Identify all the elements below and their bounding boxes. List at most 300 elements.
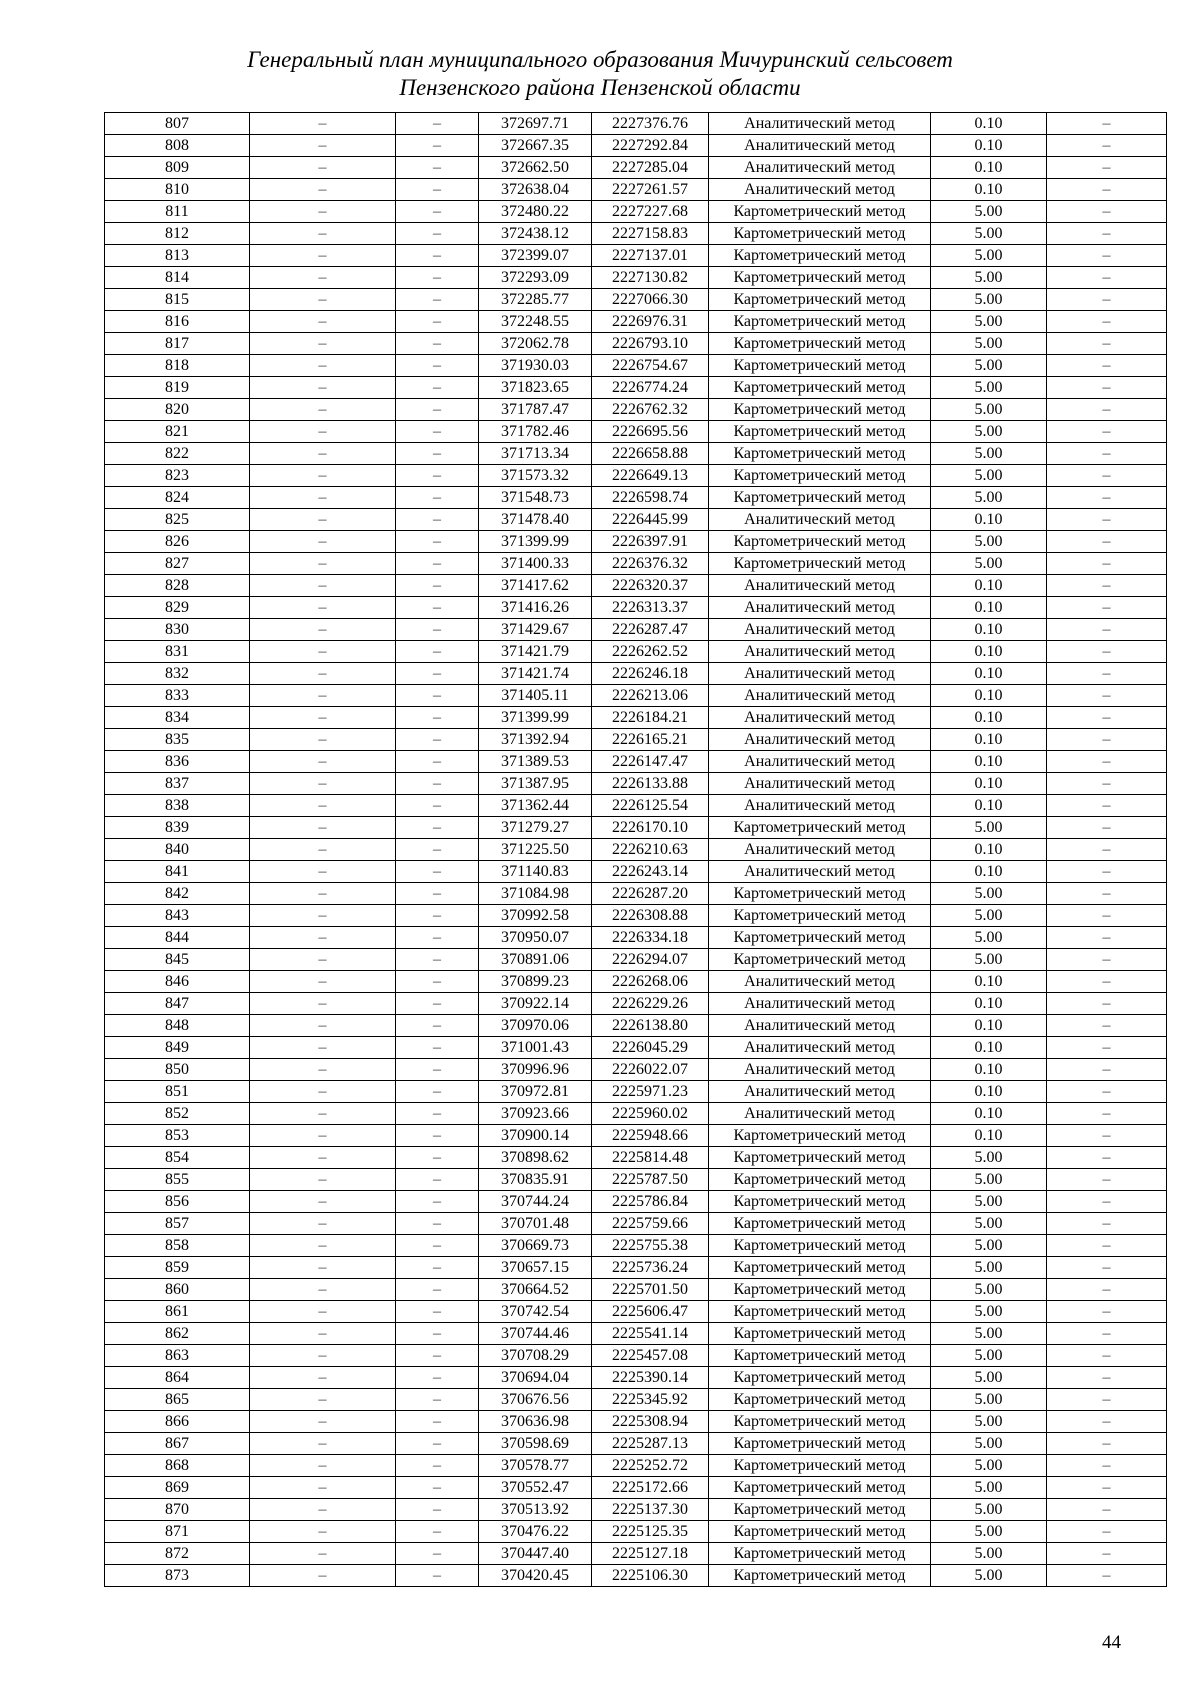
y-coordinate-cell: 2225971.23 [592, 1081, 709, 1103]
old-x-cell: – [250, 1015, 396, 1037]
old-y-cell: – [396, 1235, 479, 1257]
accuracy-cell: 5.00 [931, 399, 1047, 421]
accuracy-cell: 0.10 [931, 861, 1047, 883]
accuracy-cell: 5.00 [931, 1191, 1047, 1213]
description-cell: – [1047, 333, 1167, 355]
y-coordinate-cell: 2225701.50 [592, 1279, 709, 1301]
old-y-cell: – [396, 1477, 479, 1499]
description-cell: – [1047, 201, 1167, 223]
table-row [105, 1235, 1167, 1257]
accuracy-cell: 5.00 [931, 1521, 1047, 1543]
old-x-cell: – [250, 377, 396, 399]
old-x-cell: – [250, 179, 396, 201]
method-cell: Аналитический метод [709, 1059, 931, 1081]
x-coordinate-cell: 370708.29 [479, 1345, 592, 1367]
method-cell: Картометрический метод [709, 201, 931, 223]
old-y-cell: – [396, 1081, 479, 1103]
old-y-cell: – [396, 905, 479, 927]
x-coordinate-cell: 370922.14 [479, 993, 592, 1015]
x-coordinate-cell: 370676.56 [479, 1389, 592, 1411]
old-y-cell: – [396, 421, 479, 443]
x-coordinate-cell: 372248.55 [479, 311, 592, 333]
old-x-cell: – [250, 817, 396, 839]
y-coordinate-cell: 2225814.48 [592, 1147, 709, 1169]
method-cell: Аналитический метод [709, 1015, 931, 1037]
method-cell: Аналитический метод [709, 575, 931, 597]
old-x-cell: – [250, 1059, 396, 1081]
table-row [105, 1543, 1167, 1565]
accuracy-cell: 5.00 [931, 1169, 1047, 1191]
y-coordinate-cell: 2226774.24 [592, 377, 709, 399]
description-cell: – [1047, 597, 1167, 619]
x-coordinate-cell: 371405.11 [479, 685, 592, 707]
old-x-cell: – [250, 1433, 396, 1455]
y-coordinate-cell: 2227285.04 [592, 157, 709, 179]
description-cell: – [1047, 1037, 1167, 1059]
point-number-cell: 852 [105, 1103, 250, 1125]
old-y-cell: – [396, 311, 479, 333]
old-y-cell: – [396, 1389, 479, 1411]
point-number-cell: 867 [105, 1433, 250, 1455]
method-cell: Картометрический метод [709, 531, 931, 553]
old-x-cell: – [250, 289, 396, 311]
old-x-cell: – [250, 773, 396, 795]
accuracy-cell: 5.00 [931, 1565, 1047, 1587]
old-x-cell: – [250, 1565, 396, 1587]
description-cell: – [1047, 1367, 1167, 1389]
accuracy-cell: 5.00 [931, 1345, 1047, 1367]
description-cell: – [1047, 1213, 1167, 1235]
y-coordinate-cell: 2225172.66 [592, 1477, 709, 1499]
point-number-cell: 807 [105, 113, 250, 135]
old-x-cell: – [250, 1301, 396, 1323]
table-row [105, 707, 1167, 729]
description-cell: – [1047, 619, 1167, 641]
table-row [105, 773, 1167, 795]
old-y-cell: – [396, 1147, 479, 1169]
table-row [105, 1521, 1167, 1543]
method-cell: Картометрический метод [709, 289, 931, 311]
old-x-cell: – [250, 1477, 396, 1499]
accuracy-cell: 5.00 [931, 1323, 1047, 1345]
y-coordinate-cell: 2227137.01 [592, 245, 709, 267]
old-x-cell: – [250, 663, 396, 685]
old-x-cell: – [250, 729, 396, 751]
description-cell: – [1047, 861, 1167, 883]
point-number-cell: 858 [105, 1235, 250, 1257]
old-x-cell: – [250, 1147, 396, 1169]
description-cell: – [1047, 773, 1167, 795]
method-cell: Аналитический метод [709, 861, 931, 883]
table-row [105, 355, 1167, 377]
method-cell: Картометрический метод [709, 443, 931, 465]
point-number-cell: 820 [105, 399, 250, 421]
old-x-cell: – [250, 1521, 396, 1543]
point-number-cell: 862 [105, 1323, 250, 1345]
accuracy-cell: 5.00 [931, 223, 1047, 245]
table-row [105, 1455, 1167, 1477]
table-row [105, 223, 1167, 245]
old-y-cell: – [396, 443, 479, 465]
y-coordinate-cell: 2226170.10 [592, 817, 709, 839]
table-row [105, 333, 1167, 355]
old-y-cell: – [396, 487, 479, 509]
description-cell: – [1047, 509, 1167, 531]
description-cell: – [1047, 289, 1167, 311]
method-cell: Картометрический метод [709, 949, 931, 971]
old-x-cell: – [250, 685, 396, 707]
accuracy-cell: 5.00 [931, 1279, 1047, 1301]
table-row [105, 1477, 1167, 1499]
y-coordinate-cell: 2226229.26 [592, 993, 709, 1015]
accuracy-cell: 5.00 [931, 1455, 1047, 1477]
x-coordinate-cell: 372667.35 [479, 135, 592, 157]
description-cell: – [1047, 905, 1167, 927]
table-row [105, 795, 1167, 817]
method-cell: Картометрический метод [709, 1389, 931, 1411]
old-x-cell: – [250, 927, 396, 949]
accuracy-cell: 5.00 [931, 1477, 1047, 1499]
method-cell: Аналитический метод [709, 157, 931, 179]
description-cell: – [1047, 267, 1167, 289]
old-x-cell: – [250, 1191, 396, 1213]
old-x-cell: – [250, 509, 396, 531]
old-y-cell: – [396, 399, 479, 421]
method-cell: Аналитический метод [709, 1037, 931, 1059]
description-cell: – [1047, 795, 1167, 817]
point-number-cell: 872 [105, 1543, 250, 1565]
y-coordinate-cell: 2226294.07 [592, 949, 709, 971]
method-cell: Картометрический метод [709, 1433, 931, 1455]
x-coordinate-cell: 370744.24 [479, 1191, 592, 1213]
table-row [105, 421, 1167, 443]
description-cell: – [1047, 1323, 1167, 1345]
point-number-cell: 817 [105, 333, 250, 355]
table-row [105, 1301, 1167, 1323]
table-row [105, 1389, 1167, 1411]
x-coordinate-cell: 371225.50 [479, 839, 592, 861]
method-cell: Картометрический метод [709, 1565, 931, 1587]
old-y-cell: – [396, 729, 479, 751]
method-cell: Картометрический метод [709, 1477, 931, 1499]
accuracy-cell: 0.10 [931, 707, 1047, 729]
old-x-cell: – [250, 443, 396, 465]
method-cell: Картометрический метод [709, 1499, 931, 1521]
old-x-cell: – [250, 553, 396, 575]
old-x-cell: – [250, 311, 396, 333]
accuracy-cell: 0.10 [931, 619, 1047, 641]
x-coordinate-cell: 371362.44 [479, 795, 592, 817]
point-number-cell: 854 [105, 1147, 250, 1169]
point-number-cell: 846 [105, 971, 250, 993]
old-y-cell: – [396, 883, 479, 905]
y-coordinate-cell: 2226658.88 [592, 443, 709, 465]
table-row [105, 1257, 1167, 1279]
x-coordinate-cell: 370552.47 [479, 1477, 592, 1499]
accuracy-cell: 5.00 [931, 949, 1047, 971]
y-coordinate-cell: 2226598.74 [592, 487, 709, 509]
accuracy-cell: 0.10 [931, 1103, 1047, 1125]
x-coordinate-cell: 370900.14 [479, 1125, 592, 1147]
table-row [105, 1059, 1167, 1081]
table-body [105, 113, 1167, 1587]
old-y-cell: – [396, 839, 479, 861]
point-number-cell: 832 [105, 663, 250, 685]
old-x-cell: – [250, 861, 396, 883]
old-x-cell: – [250, 1257, 396, 1279]
old-y-cell: – [396, 1455, 479, 1477]
old-x-cell: – [250, 1345, 396, 1367]
point-number-cell: 821 [105, 421, 250, 443]
y-coordinate-cell: 2227227.68 [592, 201, 709, 223]
point-number-cell: 871 [105, 1521, 250, 1543]
accuracy-cell: 5.00 [931, 487, 1047, 509]
y-coordinate-cell: 2225308.94 [592, 1411, 709, 1433]
old-y-cell: – [396, 1565, 479, 1587]
method-cell: Аналитический метод [709, 509, 931, 531]
accuracy-cell: 5.00 [931, 443, 1047, 465]
old-y-cell: – [396, 685, 479, 707]
description-cell: – [1047, 1477, 1167, 1499]
y-coordinate-cell: 2227261.57 [592, 179, 709, 201]
point-number-cell: 857 [105, 1213, 250, 1235]
y-coordinate-cell: 2225541.14 [592, 1323, 709, 1345]
method-cell: Картометрический метод [709, 1147, 931, 1169]
y-coordinate-cell: 2226165.21 [592, 729, 709, 751]
table-row [105, 971, 1167, 993]
accuracy-cell: 5.00 [931, 1499, 1047, 1521]
old-y-cell: – [396, 641, 479, 663]
old-y-cell: – [396, 135, 479, 157]
description-cell: – [1047, 531, 1167, 553]
y-coordinate-cell: 2226695.56 [592, 421, 709, 443]
table-row [105, 1323, 1167, 1345]
point-number-cell: 822 [105, 443, 250, 465]
description-cell: – [1047, 157, 1167, 179]
table-row [105, 575, 1167, 597]
old-y-cell: – [396, 795, 479, 817]
x-coordinate-cell: 370835.91 [479, 1169, 592, 1191]
old-y-cell: – [396, 1279, 479, 1301]
method-cell: Картометрический метод [709, 1455, 931, 1477]
accuracy-cell: 0.10 [931, 1059, 1047, 1081]
x-coordinate-cell: 372399.07 [479, 245, 592, 267]
x-coordinate-cell: 371001.43 [479, 1037, 592, 1059]
accuracy-cell: 5.00 [931, 421, 1047, 443]
description-cell: – [1047, 751, 1167, 773]
point-number-cell: 825 [105, 509, 250, 531]
description-cell: – [1047, 575, 1167, 597]
accuracy-cell: 5.00 [931, 355, 1047, 377]
y-coordinate-cell: 2227066.30 [592, 289, 709, 311]
accuracy-cell: 0.10 [931, 685, 1047, 707]
description-cell: – [1047, 399, 1167, 421]
x-coordinate-cell: 370744.46 [479, 1323, 592, 1345]
point-number-cell: 819 [105, 377, 250, 399]
accuracy-cell: 5.00 [931, 905, 1047, 927]
y-coordinate-cell: 2225786.84 [592, 1191, 709, 1213]
old-y-cell: – [396, 465, 479, 487]
point-number-cell: 839 [105, 817, 250, 839]
accuracy-cell: 0.10 [931, 1081, 1047, 1103]
point-number-cell: 864 [105, 1367, 250, 1389]
accuracy-cell: 5.00 [931, 1301, 1047, 1323]
table-row [105, 1147, 1167, 1169]
method-cell: Картометрический метод [709, 1521, 931, 1543]
description-cell: – [1047, 113, 1167, 135]
description-cell: – [1047, 223, 1167, 245]
y-coordinate-cell: 2226262.52 [592, 641, 709, 663]
x-coordinate-cell: 371713.34 [479, 443, 592, 465]
accuracy-cell: 5.00 [931, 1543, 1047, 1565]
old-x-cell: – [250, 641, 396, 663]
x-coordinate-cell: 371084.98 [479, 883, 592, 905]
method-cell: Аналитический метод [709, 751, 931, 773]
accuracy-cell: 0.10 [931, 751, 1047, 773]
accuracy-cell: 5.00 [931, 289, 1047, 311]
old-y-cell: – [396, 1301, 479, 1323]
table-row [105, 1499, 1167, 1521]
point-number-cell: 810 [105, 179, 250, 201]
y-coordinate-cell: 2226976.31 [592, 311, 709, 333]
table-row [105, 201, 1167, 223]
description-cell: – [1047, 465, 1167, 487]
x-coordinate-cell: 371421.79 [479, 641, 592, 663]
old-y-cell: – [396, 355, 479, 377]
y-coordinate-cell: 2225106.30 [592, 1565, 709, 1587]
table-row [105, 377, 1167, 399]
method-cell: Картометрический метод [709, 245, 931, 267]
x-coordinate-cell: 371548.73 [479, 487, 592, 509]
old-y-cell: – [396, 157, 479, 179]
table-row [105, 1125, 1167, 1147]
point-number-cell: 816 [105, 311, 250, 333]
x-coordinate-cell: 370669.73 [479, 1235, 592, 1257]
old-x-cell: – [250, 1367, 396, 1389]
accuracy-cell: 0.10 [931, 135, 1047, 157]
description-cell: – [1047, 707, 1167, 729]
accuracy-cell: 5.00 [931, 1367, 1047, 1389]
accuracy-cell: 0.10 [931, 1015, 1047, 1037]
accuracy-cell: 5.00 [931, 377, 1047, 399]
old-x-cell: – [250, 1455, 396, 1477]
old-x-cell: – [250, 949, 396, 971]
table-row [105, 1367, 1167, 1389]
x-coordinate-cell: 372438.12 [479, 223, 592, 245]
x-coordinate-cell: 371573.32 [479, 465, 592, 487]
description-cell: – [1047, 1301, 1167, 1323]
accuracy-cell: 0.10 [931, 795, 1047, 817]
description-cell: – [1047, 311, 1167, 333]
old-y-cell: – [396, 1059, 479, 1081]
accuracy-cell: 5.00 [931, 201, 1047, 223]
method-cell: Картометрический метод [709, 1345, 931, 1367]
old-y-cell: – [396, 267, 479, 289]
accuracy-cell: 5.00 [931, 927, 1047, 949]
old-x-cell: – [250, 267, 396, 289]
y-coordinate-cell: 2227376.76 [592, 113, 709, 135]
method-cell: Аналитический метод [709, 1081, 931, 1103]
x-coordinate-cell: 371416.26 [479, 597, 592, 619]
y-coordinate-cell: 2226243.14 [592, 861, 709, 883]
table-row [105, 993, 1167, 1015]
y-coordinate-cell: 2226445.99 [592, 509, 709, 531]
point-number-cell: 835 [105, 729, 250, 751]
method-cell: Картометрический метод [709, 223, 931, 245]
description-cell: – [1047, 1169, 1167, 1191]
method-cell: Картометрический метод [709, 1235, 931, 1257]
point-number-cell: 815 [105, 289, 250, 311]
y-coordinate-cell: 2226138.80 [592, 1015, 709, 1037]
point-number-cell: 842 [105, 883, 250, 905]
point-number-cell: 811 [105, 201, 250, 223]
table-row [105, 157, 1167, 179]
table-row [105, 1103, 1167, 1125]
table-row [105, 1169, 1167, 1191]
old-y-cell: – [396, 597, 479, 619]
method-cell: Аналитический метод [709, 135, 931, 157]
point-number-cell: 866 [105, 1411, 250, 1433]
accuracy-cell: 5.00 [931, 1257, 1047, 1279]
x-coordinate-cell: 370694.04 [479, 1367, 592, 1389]
y-coordinate-cell: 2225960.02 [592, 1103, 709, 1125]
table-row [105, 465, 1167, 487]
old-y-cell: – [396, 223, 479, 245]
point-number-cell: 829 [105, 597, 250, 619]
table-row [105, 113, 1167, 135]
y-coordinate-cell: 2226762.32 [592, 399, 709, 421]
old-y-cell: – [396, 1367, 479, 1389]
description-cell: – [1047, 729, 1167, 751]
point-number-cell: 868 [105, 1455, 250, 1477]
point-number-cell: 834 [105, 707, 250, 729]
y-coordinate-cell: 2226213.06 [592, 685, 709, 707]
old-x-cell: – [250, 201, 396, 223]
method-cell: Картометрический метод [709, 927, 931, 949]
y-coordinate-cell: 2226210.63 [592, 839, 709, 861]
old-x-cell: – [250, 113, 396, 135]
point-number-cell: 836 [105, 751, 250, 773]
method-cell: Аналитический метод [709, 839, 931, 861]
description-cell: – [1047, 883, 1167, 905]
x-coordinate-cell: 370701.48 [479, 1213, 592, 1235]
description-cell: – [1047, 355, 1167, 377]
y-coordinate-cell: 2226793.10 [592, 333, 709, 355]
y-coordinate-cell: 2225127.18 [592, 1543, 709, 1565]
y-coordinate-cell: 2225390.14 [592, 1367, 709, 1389]
accuracy-cell: 5.00 [931, 1389, 1047, 1411]
accuracy-cell: 5.00 [931, 311, 1047, 333]
x-coordinate-cell: 370447.40 [479, 1543, 592, 1565]
point-number-cell: 850 [105, 1059, 250, 1081]
point-number-cell: 843 [105, 905, 250, 927]
method-cell: Аналитический метод [709, 685, 931, 707]
table-row [105, 531, 1167, 553]
table-row [105, 1411, 1167, 1433]
old-y-cell: – [396, 663, 479, 685]
method-cell: Картометрический метод [709, 1169, 931, 1191]
x-coordinate-cell: 370578.77 [479, 1455, 592, 1477]
table-row [105, 1345, 1167, 1367]
point-number-cell: 848 [105, 1015, 250, 1037]
point-number-cell: 860 [105, 1279, 250, 1301]
point-number-cell: 826 [105, 531, 250, 553]
description-cell: – [1047, 377, 1167, 399]
method-cell: Аналитический метод [709, 597, 931, 619]
old-x-cell: – [250, 399, 396, 421]
x-coordinate-cell: 371930.03 [479, 355, 592, 377]
table-row [105, 245, 1167, 267]
